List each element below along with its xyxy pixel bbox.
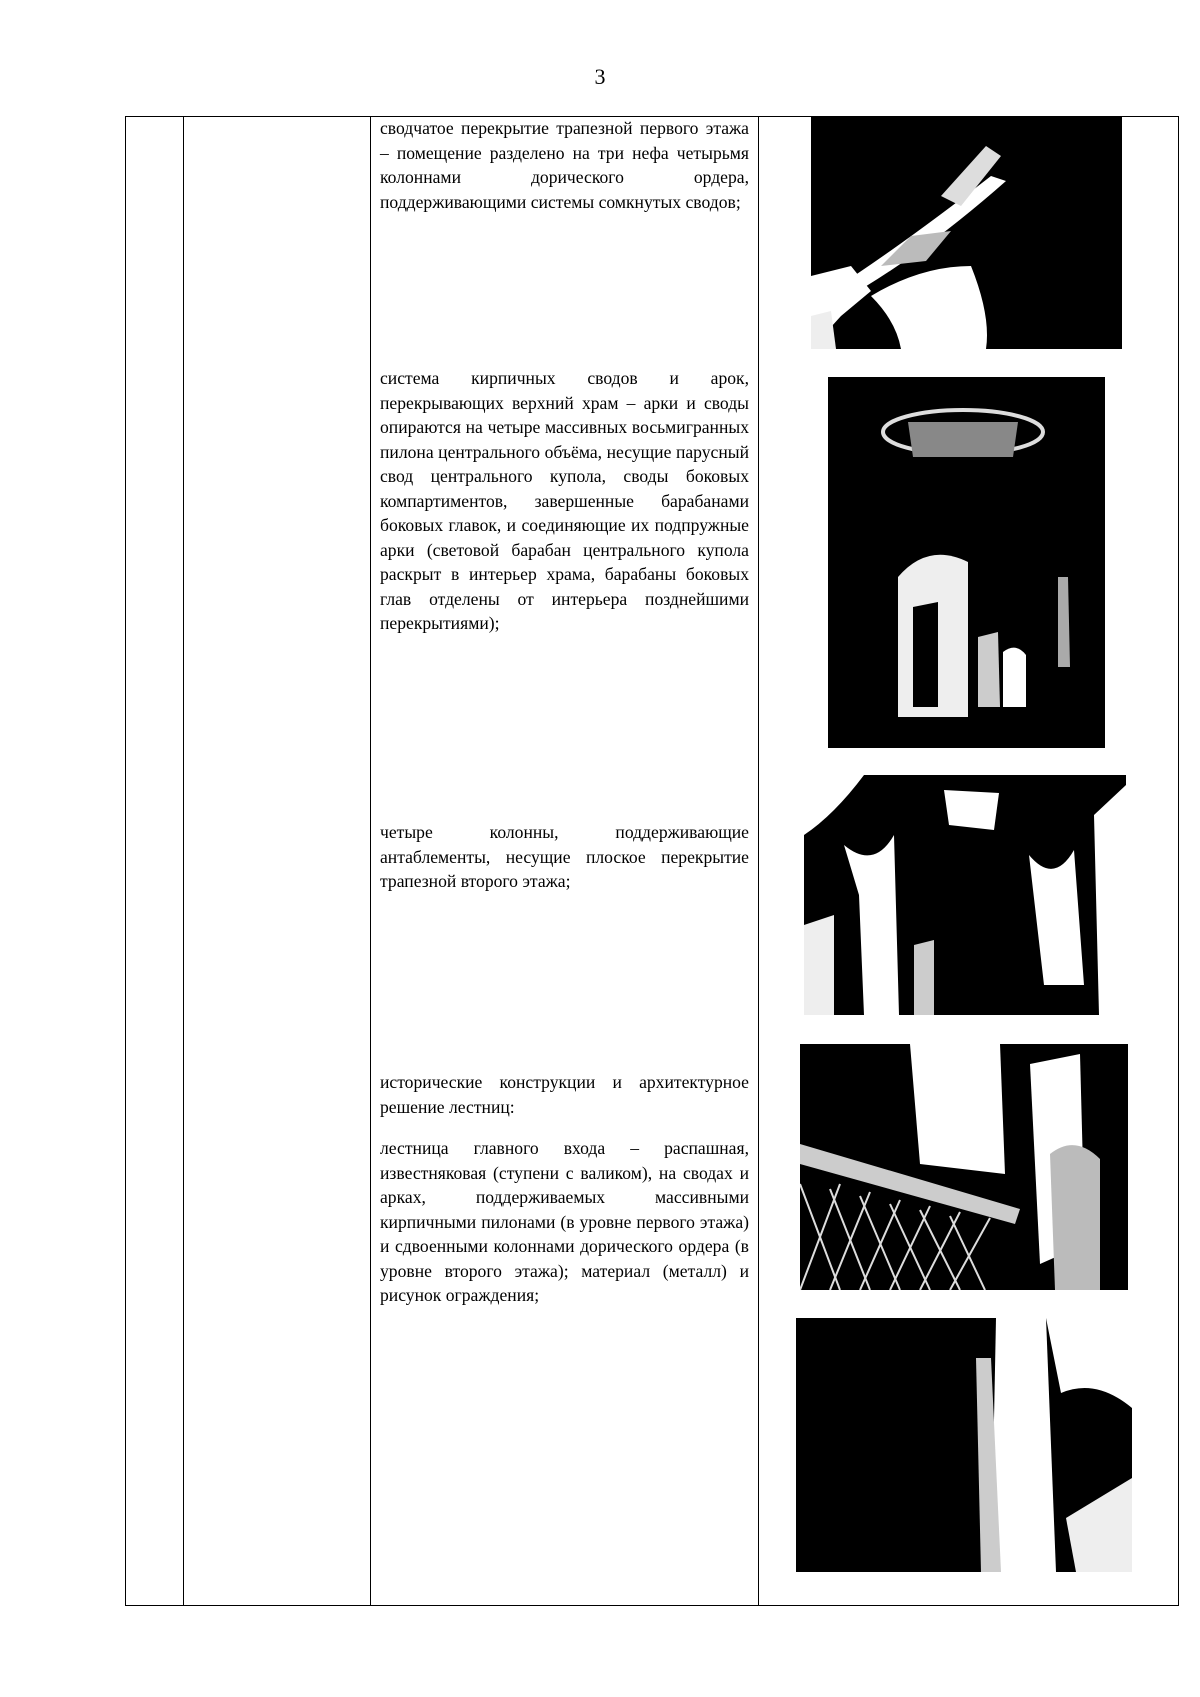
item-4-text — [380, 1070, 749, 1308]
refectory-columns-photo — [804, 775, 1126, 1015]
table-column-divider-3 — [758, 116, 759, 1606]
item-4-paragraph-details: лестница главного входа – распашная, известняковая (ступени с валиком), на сводах и арках, поддерживаемых массивными кирпичными пилонами (в уровне первого этажа) и сдвоенными колоннами дорического ордера (в уровне второго этажа); материал (металл) и рисунок ограждения; — [380, 1138, 749, 1305]
item-3-paragraph: четыре колонны, поддерживающие антаблементы, несущие плоское перекрытие трапезной второго этажа; — [380, 822, 749, 891]
item-4-paragraph-heading: исторические конструкции и архитектурное решение лестниц: — [380, 1072, 749, 1117]
item-1-text — [380, 116, 749, 214]
upper-church-interior-photo — [828, 377, 1105, 748]
table-column-divider-2 — [370, 116, 371, 1606]
page-number: 3 — [594, 64, 606, 89]
item-2-paragraph: система кирпичных сводов и арок, перекрывающих верхний храм – арки и своды опираются на четыре массивных восьмигранных пилона центрального объёма, несущие парусный свод центрального купола, своды боковых компартиментов, завершенные барабанами боковых главок, и соединяющие их подпружные арки (световой барабан центрального купола раскрыт в интерьер храма, барабаны боковых глав отделены от интерьера позднейшими перекрытиями); — [380, 368, 749, 633]
item-3-text — [380, 820, 749, 894]
table-column-divider-1 — [183, 116, 184, 1606]
vault-column-capital-photo — [811, 116, 1122, 349]
staircase-railing-photo — [800, 1044, 1128, 1290]
staircase-column-photo — [796, 1318, 1132, 1572]
item-2-text — [380, 366, 749, 636]
item-1-paragraph: сводчатое перекрытие трапезной первого этажа – помещение разделено на три нефа четырьмя колоннами дорического ордера, поддерживающими системы сомкнутых сводов; — [380, 118, 749, 212]
